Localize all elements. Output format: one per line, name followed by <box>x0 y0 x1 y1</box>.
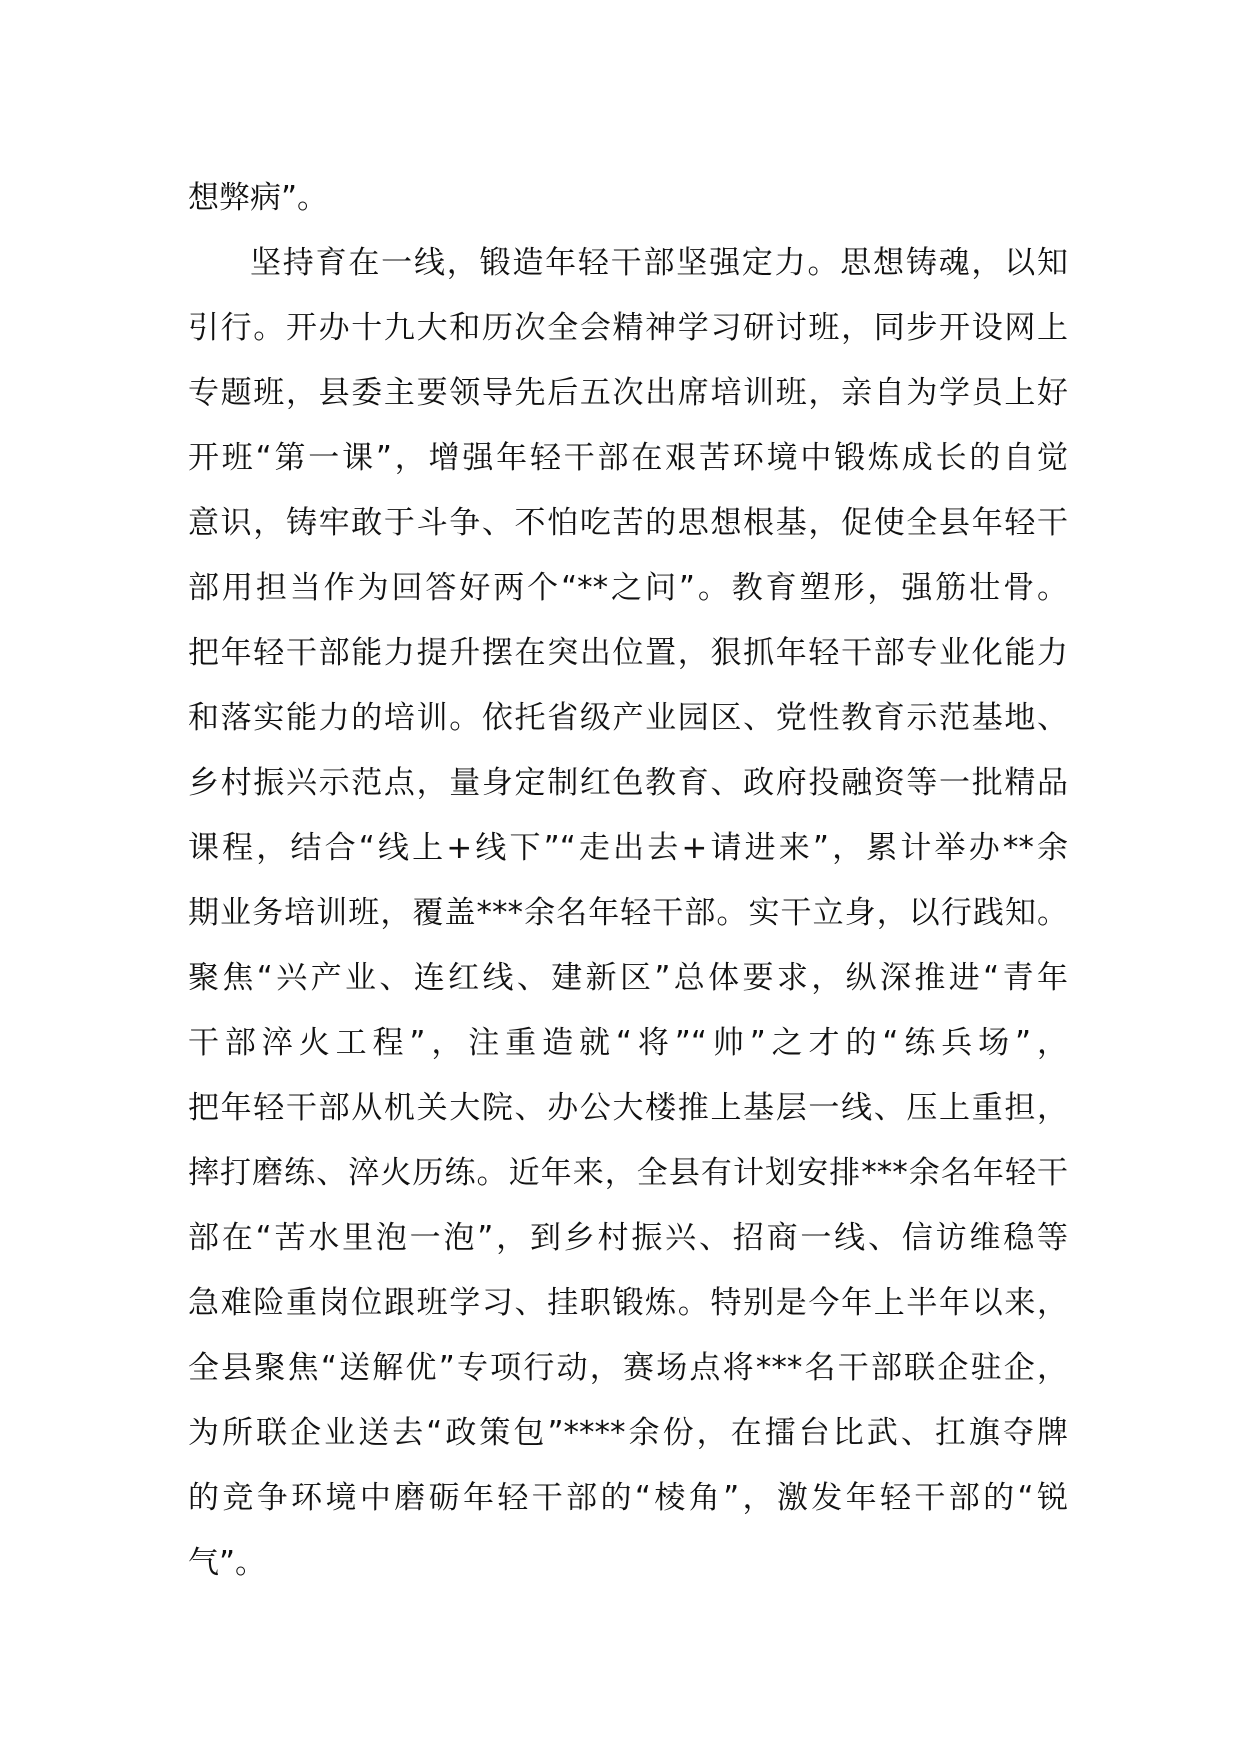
text-line: 干部淬火工程”，注重造就“将”“帅”之才的“练兵场”， <box>188 1025 1068 1061</box>
text-line: 聚焦“兴产业、连红线、建新区”总体要求，纵深推进“青年 <box>188 960 1068 996</box>
text-line: 部用担当作为回答好两个“**之问”。教育塑形，强筋壮骨。 <box>188 570 1068 606</box>
text-line: 的竞争环境中磨砺年轻干部的“棱角”，激发年轻干部的“锐 <box>188 1480 1068 1516</box>
text-line: 乡村振兴示范点，量身定制红色教育、政府投融资等一批精品 <box>188 765 1068 801</box>
text-line: 把年轻干部从机关大院、办公大楼推上基层一线、压上重担， <box>188 1090 1068 1126</box>
body-text <box>188 166 1068 1596</box>
paragraph-start-line: 坚持育在一线，锻造年轻干部坚强定力。思想铸魂，以知 <box>250 245 1068 281</box>
text-line: 摔打磨练、淬火历练。近年来，全县有计划安排***余名年轻干 <box>188 1155 1068 1191</box>
text-line: 气”。 <box>188 1545 267 1581</box>
text-line: 专题班，县委主要领导先后五次出席培训班，亲自为学员上好 <box>188 375 1068 411</box>
text-line: 全县聚焦“送解优”专项行动，赛场点将***名干部联企驻企， <box>188 1350 1068 1386</box>
text-line: 部在“苦水里泡一泡”，到乡村振兴、招商一线、信访维稳等 <box>188 1220 1068 1256</box>
text-line: 期业务培训班，覆盖***余名年轻干部。实干立身，以行践知。 <box>188 895 1068 931</box>
text-line: 和落实能力的培训。依托省级产业园区、党性教育示范基地、 <box>188 700 1068 736</box>
text-line: 意识，铸牢敢于斗争、不怕吃苦的思想根基，促使全县年轻干 <box>188 505 1068 541</box>
text-line: 开班“第一课”，增强年轻干部在艰苦环境中锻炼成长的自觉 <box>188 440 1068 476</box>
text-line: 课程，结合“线上+线下”“走出去+请进来”，累计举办**余 <box>188 830 1068 866</box>
text-line: 急难险重岗位跟班学习、挂职锻炼。特别是今年上半年以来， <box>188 1285 1068 1321</box>
text-line: 引行。开办十九大和历次全会精神学习研讨班，同步开设网上 <box>188 310 1068 346</box>
text-line: 为所联企业送去“政策包”****余份，在擂台比武、扛旗夺牌 <box>188 1415 1068 1451</box>
text-line: 把年轻干部能力提升摆在突出位置，狠抓年轻干部专业化能力 <box>188 635 1068 671</box>
text-line: 想弊病”。 <box>188 180 329 216</box>
